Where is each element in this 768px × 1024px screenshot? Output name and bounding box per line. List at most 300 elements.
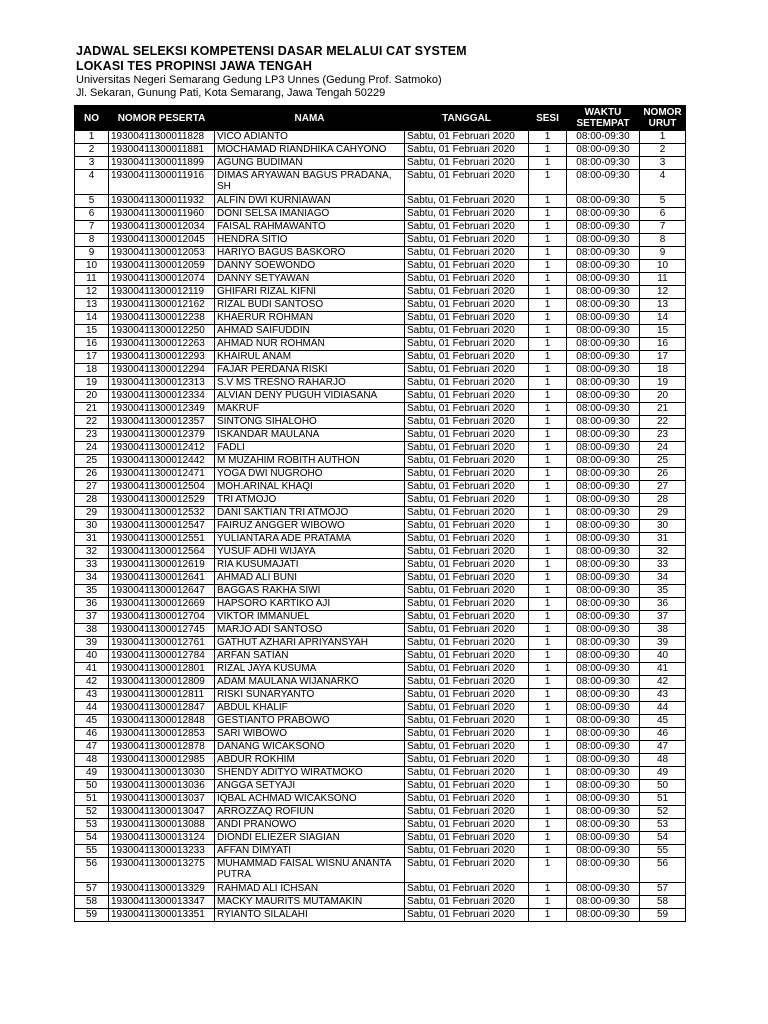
cell-nomor-peserta: 19300411300012162 [109, 299, 215, 312]
cell-tanggal: Sabtu, 01 Februari 2020 [405, 585, 529, 598]
cell-no: 2 [75, 144, 109, 157]
cell-nomor-urut: 19 [640, 377, 686, 390]
cell-no: 49 [75, 767, 109, 780]
table-row [75, 131, 686, 144]
cell-nomor-urut: 16 [640, 338, 686, 351]
cell-nomor-urut: 15 [640, 325, 686, 338]
cell-tanggal: Sabtu, 01 Februari 2020 [405, 273, 529, 286]
col-header-nomor-peserta: NOMOR PESERTA [109, 106, 215, 131]
cell-nama: AHMAD NUR ROHMAN [215, 338, 405, 351]
table-row [75, 741, 686, 754]
table-row [75, 442, 686, 455]
cell-tanggal: Sabtu, 01 Februari 2020 [405, 299, 529, 312]
cell-sesi: 1 [529, 598, 567, 611]
table-row [75, 286, 686, 299]
cell-nomor-urut: 8 [640, 234, 686, 247]
cell-tanggal: Sabtu, 01 Februari 2020 [405, 377, 529, 390]
cell-nomor-peserta: 19300411300013047 [109, 806, 215, 819]
cell-no: 26 [75, 468, 109, 481]
cell-sesi: 1 [529, 819, 567, 832]
table-row [75, 909, 686, 922]
cell-nama: GATHUT AZHARI APRIYANSYAH [215, 637, 405, 650]
cell-tanggal: Sabtu, 01 Februari 2020 [405, 858, 529, 883]
cell-sesi: 1 [529, 806, 567, 819]
cell-no: 39 [75, 637, 109, 650]
cell-no: 48 [75, 754, 109, 767]
cell-waktu: 08:00-09:30 [567, 598, 640, 611]
cell-sesi: 1 [529, 364, 567, 377]
cell-sesi: 1 [529, 715, 567, 728]
cell-sesi: 1 [529, 767, 567, 780]
cell-no: 38 [75, 624, 109, 637]
cell-sesi: 1 [529, 611, 567, 624]
cell-waktu: 08:00-09:30 [567, 403, 640, 416]
cell-nomor-urut: 55 [640, 845, 686, 858]
cell-waktu: 08:00-09:30 [567, 273, 640, 286]
cell-sesi: 1 [529, 234, 567, 247]
cell-nama: ABDUL KHALIF [215, 702, 405, 715]
cell-waktu: 08:00-09:30 [567, 728, 640, 741]
cell-sesi: 1 [529, 299, 567, 312]
cell-tanggal: Sabtu, 01 Februari 2020 [405, 728, 529, 741]
cell-nama: ANDI PRANOWO [215, 819, 405, 832]
cell-no: 15 [75, 325, 109, 338]
cell-waktu: 08:00-09:30 [567, 663, 640, 676]
cell-nama: VIKTOR IMMANUEL [215, 611, 405, 624]
cell-tanggal: Sabtu, 01 Februari 2020 [405, 442, 529, 455]
table-row [75, 221, 686, 234]
cell-no: 58 [75, 896, 109, 909]
cell-tanggal: Sabtu, 01 Februari 2020 [405, 286, 529, 299]
cell-waktu: 08:00-09:30 [567, 351, 640, 364]
cell-tanggal: Sabtu, 01 Februari 2020 [405, 845, 529, 858]
cell-nomor-urut: 46 [640, 728, 686, 741]
table-row [75, 546, 686, 559]
cell-nomor-peserta: 19300411300012619 [109, 559, 215, 572]
cell-waktu: 08:00-09:30 [567, 793, 640, 806]
cell-sesi: 1 [529, 247, 567, 260]
cell-sesi: 1 [529, 429, 567, 442]
cell-no: 52 [75, 806, 109, 819]
cell-sesi: 1 [529, 637, 567, 650]
cell-waktu: 08:00-09:30 [567, 585, 640, 598]
cell-nomor-urut: 5 [640, 195, 686, 208]
cell-nama: MOH.ARINAL KHAQI [215, 481, 405, 494]
cell-nomor-urut: 1 [640, 131, 686, 144]
cell-nama: YOGA DWI NUGROHO [215, 468, 405, 481]
cell-sesi: 1 [529, 403, 567, 416]
cell-waktu: 08:00-09:30 [567, 286, 640, 299]
cell-nomor-urut: 28 [640, 494, 686, 507]
cell-no: 40 [75, 650, 109, 663]
cell-nomor-urut: 58 [640, 896, 686, 909]
cell-nomor-peserta: 19300411300012349 [109, 403, 215, 416]
cell-no: 50 [75, 780, 109, 793]
cell-no: 4 [75, 170, 109, 195]
table-row [75, 624, 686, 637]
cell-no: 42 [75, 676, 109, 689]
cell-sesi: 1 [529, 585, 567, 598]
cell-waktu: 08:00-09:30 [567, 780, 640, 793]
cell-tanggal: Sabtu, 01 Februari 2020 [405, 260, 529, 273]
cell-sesi: 1 [529, 883, 567, 896]
cell-nama: SHENDY ADITYO WIRATMOKO [215, 767, 405, 780]
cell-nomor-urut: 53 [640, 819, 686, 832]
cell-nomor-urut: 26 [640, 468, 686, 481]
cell-tanggal: Sabtu, 01 Februari 2020 [405, 819, 529, 832]
cell-nomor-peserta: 19300411300012878 [109, 741, 215, 754]
cell-no: 29 [75, 507, 109, 520]
cell-sesi: 1 [529, 858, 567, 883]
cell-nomor-peserta: 19300411300012034 [109, 221, 215, 234]
cell-nomor-peserta: 19300411300012801 [109, 663, 215, 676]
cell-sesi: 1 [529, 351, 567, 364]
cell-nomor-urut: 14 [640, 312, 686, 325]
cell-waktu: 08:00-09:30 [567, 845, 640, 858]
cell-sesi: 1 [529, 157, 567, 170]
cell-nama: ANGGA SETYAJI [215, 780, 405, 793]
cell-waktu: 08:00-09:30 [567, 208, 640, 221]
cell-tanggal: Sabtu, 01 Februari 2020 [405, 520, 529, 533]
cell-no: 45 [75, 715, 109, 728]
cell-waktu: 08:00-09:30 [567, 455, 640, 468]
cell-nama: ISKANDAR MAULANA [215, 429, 405, 442]
cell-nomor-peserta: 19300411300011916 [109, 170, 215, 195]
cell-sesi: 1 [529, 312, 567, 325]
cell-waktu: 08:00-09:30 [567, 819, 640, 832]
cell-tanggal: Sabtu, 01 Februari 2020 [405, 221, 529, 234]
cell-nama: MOCHAMAD RIANDHIKA CAHYONO [215, 144, 405, 157]
cell-waktu: 08:00-09:30 [567, 312, 640, 325]
cell-nomor-urut: 3 [640, 157, 686, 170]
cell-nomor-peserta: 19300411300012074 [109, 273, 215, 286]
cell-waktu: 08:00-09:30 [567, 338, 640, 351]
cell-nama: FAIRUZ ANGGER WIBOWO [215, 520, 405, 533]
cell-nomor-urut: 42 [640, 676, 686, 689]
cell-nomor-urut: 57 [640, 883, 686, 896]
cell-nomor-peserta: 19300411300012238 [109, 312, 215, 325]
cell-nama: DONI SELSA IMANIAGO [215, 208, 405, 221]
cell-nomor-peserta: 19300411300012529 [109, 494, 215, 507]
table-row [75, 195, 686, 208]
cell-no: 59 [75, 909, 109, 922]
cell-no: 30 [75, 520, 109, 533]
schedule-table-wrapper [74, 105, 686, 922]
cell-sesi: 1 [529, 559, 567, 572]
cell-nama: RAHMAD ALI ICHSAN [215, 883, 405, 896]
cell-waktu: 08:00-09:30 [567, 325, 640, 338]
cell-waktu: 08:00-09:30 [567, 624, 640, 637]
cell-waktu: 08:00-09:30 [567, 234, 640, 247]
cell-tanggal: Sabtu, 01 Februari 2020 [405, 170, 529, 195]
cell-nama: FADLI [215, 442, 405, 455]
cell-nama: SARI WIBOWO [215, 728, 405, 741]
cell-nomor-peserta: 19300411300012293 [109, 351, 215, 364]
cell-sesi: 1 [529, 286, 567, 299]
cell-nomor-peserta: 19300411300012119 [109, 286, 215, 299]
cell-tanggal: Sabtu, 01 Februari 2020 [405, 676, 529, 689]
cell-nama: MAKRUF [215, 403, 405, 416]
cell-nomor-urut: 21 [640, 403, 686, 416]
cell-waktu: 08:00-09:30 [567, 221, 640, 234]
cell-nomor-urut: 52 [640, 806, 686, 819]
cell-waktu: 08:00-09:30 [567, 741, 640, 754]
cell-tanggal: Sabtu, 01 Februari 2020 [405, 793, 529, 806]
cell-nomor-peserta: 19300411300013275 [109, 858, 215, 883]
cell-nomor-peserta: 19300411300012647 [109, 585, 215, 598]
cell-waktu: 08:00-09:30 [567, 468, 640, 481]
cell-nomor-peserta: 19300411300012250 [109, 325, 215, 338]
col-header-waktu-setempat: WAKTU SETEMPAT [567, 106, 640, 131]
cell-tanggal: Sabtu, 01 Februari 2020 [405, 896, 529, 909]
cell-tanggal: Sabtu, 01 Februari 2020 [405, 559, 529, 572]
cell-nomor-urut: 20 [640, 390, 686, 403]
cell-sesi: 1 [529, 663, 567, 676]
cell-nomor-peserta: 19300411300012532 [109, 507, 215, 520]
cell-no: 9 [75, 247, 109, 260]
cell-nomor-urut: 48 [640, 754, 686, 767]
cell-nomor-peserta: 19300411300013351 [109, 909, 215, 922]
cell-nomor-peserta: 19300411300013036 [109, 780, 215, 793]
cell-sesi: 1 [529, 676, 567, 689]
cell-nomor-peserta: 19300411300012641 [109, 572, 215, 585]
cell-nomor-peserta: 19300411300012551 [109, 533, 215, 546]
cell-nomor-urut: 45 [640, 715, 686, 728]
cell-no: 53 [75, 819, 109, 832]
cell-nama: GHIFARI RIZAL KIFNI [215, 286, 405, 299]
table-row [75, 520, 686, 533]
cell-nomor-peserta: 19300411300013329 [109, 883, 215, 896]
cell-nomor-peserta: 19300411300012847 [109, 702, 215, 715]
cell-tanggal: Sabtu, 01 Februari 2020 [405, 468, 529, 481]
cell-nomor-peserta: 19300411300012059 [109, 260, 215, 273]
cell-nama: KHAERUR ROHMAN [215, 312, 405, 325]
cell-sesi: 1 [529, 702, 567, 715]
cell-nomor-peserta: 19300411300012045 [109, 234, 215, 247]
cell-tanggal: Sabtu, 01 Februari 2020 [405, 481, 529, 494]
table-row [75, 637, 686, 650]
cell-nomor-urut: 10 [640, 260, 686, 273]
table-row [75, 468, 686, 481]
cell-nama: DIONDI ELIEZER SIAGIAN [215, 832, 405, 845]
table-row [75, 689, 686, 702]
cell-no: 31 [75, 533, 109, 546]
cell-sesi: 1 [529, 208, 567, 221]
cell-nomor-peserta: 19300411300012504 [109, 481, 215, 494]
table-row [75, 416, 686, 429]
cell-nama: IQBAL ACHMAD WICAKSONO [215, 793, 405, 806]
cell-sesi: 1 [529, 507, 567, 520]
cell-nomor-urut: 9 [640, 247, 686, 260]
cell-tanggal: Sabtu, 01 Februari 2020 [405, 494, 529, 507]
cell-nama: AFFAN DIMYATI [215, 845, 405, 858]
cell-nama: M MUZAHIM ROBITH AUTHON [215, 455, 405, 468]
cell-sesi: 1 [529, 221, 567, 234]
cell-nomor-urut: 34 [640, 572, 686, 585]
table-row [75, 845, 686, 858]
table-row [75, 260, 686, 273]
cell-no: 46 [75, 728, 109, 741]
cell-nomor-urut: 36 [640, 598, 686, 611]
table-row [75, 273, 686, 286]
cell-no: 5 [75, 195, 109, 208]
cell-no: 20 [75, 390, 109, 403]
cell-nama: AHMAD ALI BUNI [215, 572, 405, 585]
cell-waktu: 08:00-09:30 [567, 767, 640, 780]
cell-nomor-peserta: 19300411300012745 [109, 624, 215, 637]
cell-nama: DANNY SOEWONDO [215, 260, 405, 273]
cell-nama: RYIANTO SILALAHI [215, 909, 405, 922]
table-row [75, 312, 686, 325]
cell-nomor-peserta: 19300411300012357 [109, 416, 215, 429]
cell-nomor-urut: 24 [640, 442, 686, 455]
cell-waktu: 08:00-09:30 [567, 429, 640, 442]
cell-waktu: 08:00-09:30 [567, 909, 640, 922]
cell-nama: DANI SAKTIAN TRI ATMOJO [215, 507, 405, 520]
cell-sesi: 1 [529, 416, 567, 429]
cell-waktu: 08:00-09:30 [567, 689, 640, 702]
cell-waktu: 08:00-09:30 [567, 144, 640, 157]
cell-no: 51 [75, 793, 109, 806]
table-row [75, 351, 686, 364]
cell-nomor-peserta: 19300411300012985 [109, 754, 215, 767]
cell-nomor-peserta: 19300411300012412 [109, 442, 215, 455]
cell-tanggal: Sabtu, 01 Februari 2020 [405, 403, 529, 416]
cell-nomor-peserta: 19300411300013037 [109, 793, 215, 806]
cell-nomor-peserta: 19300411300012053 [109, 247, 215, 260]
cell-tanggal: Sabtu, 01 Februari 2020 [405, 131, 529, 144]
cell-nama: S.V MS TRESNO RAHARJO [215, 377, 405, 390]
table-row [75, 234, 686, 247]
cell-nomor-urut: 49 [640, 767, 686, 780]
table-row [75, 650, 686, 663]
cell-waktu: 08:00-09:30 [567, 715, 640, 728]
table-row [75, 702, 686, 715]
cell-nomor-peserta: 19300411300012811 [109, 689, 215, 702]
table-header-row [75, 106, 686, 131]
cell-waktu: 08:00-09:30 [567, 170, 640, 195]
cell-waktu: 08:00-09:30 [567, 754, 640, 767]
table-row [75, 455, 686, 468]
cell-nomor-urut: 54 [640, 832, 686, 845]
cell-no: 56 [75, 858, 109, 883]
cell-nomor-peserta: 19300411300011881 [109, 144, 215, 157]
cell-sesi: 1 [529, 377, 567, 390]
cell-nomor-urut: 43 [640, 689, 686, 702]
cell-nama: MARJO ADI SANTOSO [215, 624, 405, 637]
col-header-sesi: SESI [529, 106, 567, 131]
cell-nomor-urut: 17 [640, 351, 686, 364]
table-row [75, 299, 686, 312]
cell-waktu: 08:00-09:30 [567, 507, 640, 520]
cell-nomor-peserta: 19300411300013124 [109, 832, 215, 845]
cell-tanggal: Sabtu, 01 Februari 2020 [405, 702, 529, 715]
cell-no: 37 [75, 611, 109, 624]
cell-waktu: 08:00-09:30 [567, 494, 640, 507]
cell-waktu: 08:00-09:30 [567, 481, 640, 494]
cell-nama: RIZAL JAYA KUSUMA [215, 663, 405, 676]
cell-nomor-urut: 40 [640, 650, 686, 663]
cell-tanggal: Sabtu, 01 Februari 2020 [405, 364, 529, 377]
cell-waktu: 08:00-09:30 [567, 832, 640, 845]
cell-nomor-urut: 25 [640, 455, 686, 468]
cell-tanggal: Sabtu, 01 Februari 2020 [405, 533, 529, 546]
cell-nomor-peserta: 19300411300011960 [109, 208, 215, 221]
cell-sesi: 1 [529, 144, 567, 157]
cell-nomor-peserta: 19300411300012564 [109, 546, 215, 559]
cell-no: 10 [75, 260, 109, 273]
cell-waktu: 08:00-09:30 [567, 676, 640, 689]
cell-sesi: 1 [529, 260, 567, 273]
cell-tanggal: Sabtu, 01 Februari 2020 [405, 234, 529, 247]
cell-tanggal: Sabtu, 01 Februari 2020 [405, 144, 529, 157]
cell-nomor-urut: 32 [640, 546, 686, 559]
cell-tanggal: Sabtu, 01 Februari 2020 [405, 390, 529, 403]
cell-nomor-urut: 41 [640, 663, 686, 676]
cell-nama: ADAM MAULANA WIJANARKO [215, 676, 405, 689]
cell-nomor-urut: 35 [640, 585, 686, 598]
cell-sesi: 1 [529, 390, 567, 403]
cell-nomor-peserta: 19300411300011828 [109, 131, 215, 144]
cell-no: 22 [75, 416, 109, 429]
cell-sesi: 1 [529, 832, 567, 845]
table-row [75, 364, 686, 377]
table-row [75, 858, 686, 883]
cell-no: 57 [75, 883, 109, 896]
cell-nama: AGUNG BUDIMAN [215, 157, 405, 170]
cell-tanggal: Sabtu, 01 Februari 2020 [405, 715, 529, 728]
cell-nomor-urut: 27 [640, 481, 686, 494]
table-row [75, 832, 686, 845]
cell-nama: RIZAL BUDI SANTOSO [215, 299, 405, 312]
table-row [75, 819, 686, 832]
cell-tanggal: Sabtu, 01 Februari 2020 [405, 312, 529, 325]
schedule-table [74, 105, 686, 922]
cell-nama: DANANG WICAKSONO [215, 741, 405, 754]
cell-nomor-peserta: 19300411300013088 [109, 819, 215, 832]
cell-waktu: 08:00-09:30 [567, 377, 640, 390]
cell-nomor-urut: 31 [640, 533, 686, 546]
col-header-nama: NAMA [215, 106, 405, 131]
table-row [75, 157, 686, 170]
cell-sesi: 1 [529, 650, 567, 663]
cell-no: 13 [75, 299, 109, 312]
cell-no: 14 [75, 312, 109, 325]
cell-waktu: 08:00-09:30 [567, 806, 640, 819]
cell-nama: ALVIAN DENY PUGUH VIDIASANA [215, 390, 405, 403]
table-row [75, 754, 686, 767]
cell-sesi: 1 [529, 273, 567, 286]
cell-nomor-urut: 39 [640, 637, 686, 650]
cell-nomor-peserta: 19300411300012263 [109, 338, 215, 351]
table-row [75, 559, 686, 572]
cell-waktu: 08:00-09:30 [567, 650, 640, 663]
cell-nama: ARROZZAQ ROFIUN [215, 806, 405, 819]
table-row [75, 598, 686, 611]
cell-nomor-urut: 47 [640, 741, 686, 754]
cell-nomor-urut: 44 [640, 702, 686, 715]
cell-no: 34 [75, 572, 109, 585]
cell-no: 1 [75, 131, 109, 144]
cell-tanggal: Sabtu, 01 Februari 2020 [405, 325, 529, 338]
cell-tanggal: Sabtu, 01 Februari 2020 [405, 507, 529, 520]
cell-sesi: 1 [529, 455, 567, 468]
doc-subtitle: LOKASI TES PROPINSI JAWA TENGAH [76, 59, 312, 73]
cell-waktu: 08:00-09:30 [567, 896, 640, 909]
cell-nama: TRI ATMOJO [215, 494, 405, 507]
cell-nama: VICO ADIANTO [215, 131, 405, 144]
cell-waktu: 08:00-09:30 [567, 364, 640, 377]
